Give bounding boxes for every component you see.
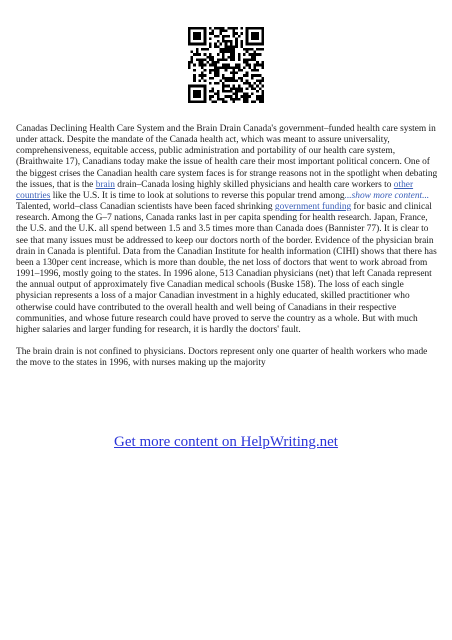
article-body: [16, 124, 438, 369]
paragraph-text: drain–Canada losing highly skilled physicians and health care workers to: [114, 179, 394, 190]
qr-code-icon: [188, 27, 264, 103]
paragraph-physicians: [16, 347, 438, 369]
government-funding-link[interactable]: government funding: [274, 202, 352, 213]
show-more-link[interactable]: ...show more content...: [344, 190, 430, 201]
get-more-content-link[interactable]: Get more content on HelpWriting.net: [114, 434, 338, 450]
other-countries-link[interactable]: other countries: [16, 179, 414, 201]
paragraph-intro: [16, 124, 438, 202]
paragraph-text: Canadas Declining Health Care System and the Brain Drain Canada's government–funded health care system in under attack. Despite the mandate of the Canada health act, which was meant to assure universality, comprehensiveness, equitable access, public administration and portability of our health care system, (Braithwaite 17), Canadians today make the issue of health care their most important political concern. One of the biggest crises the Canadian health care system faces is for strange reasons not in the spotlight when debating the issues, that is the: [16, 124, 438, 190]
paragraph-text: Talented, world–class Canadian scientists have been faced shrinking: [16, 202, 275, 213]
paragraph-funding: [16, 202, 438, 336]
paragraph-text: for basic and clinical research. Among the G–7 nations, Canada ranks last in per capita spending for health research. Japan, France, the U.S. and the U.K. all spend between 1.5 and 3.5 times more than Canada does (Bannister 77). It is clear to see that many issues must be addressed to keep our doctors north of the border. Evidence of the physician brain drain in Canada is plentiful. Data from the Canadian Institute for health information (CIHI) shows that there has been a 130per cent increase, which is more than double, the net loss of doctors that went to work abroad from 1991–1996, mostly going to the states. In 1996 alone, 513 Canadian physicians (net) that left Canada represent the annual output of approximately five Canadian medical schools (Buske 158). The loss of each single physician represents a loss of a major Canadian investment in a highly educated, skilled practitioner who otherwise could have contributed to the overall health and well being of Canadians in their respective communities, and whose future research could have proved to serve the country as a whole. But with much higher salaries and larger funding for research, it is hardly the doctors' fault.: [16, 202, 437, 335]
paragraph-text: like the U.S. It is time to look at solutions to reverse this popular trend among: [50, 190, 345, 201]
paragraph-text: The brain drain is not confined to physicians. Doctors represent only one quarter of health workers who made the move to the states in 1996, with nurses making up the majority: [16, 346, 428, 369]
brain-link[interactable]: brain: [95, 179, 115, 190]
